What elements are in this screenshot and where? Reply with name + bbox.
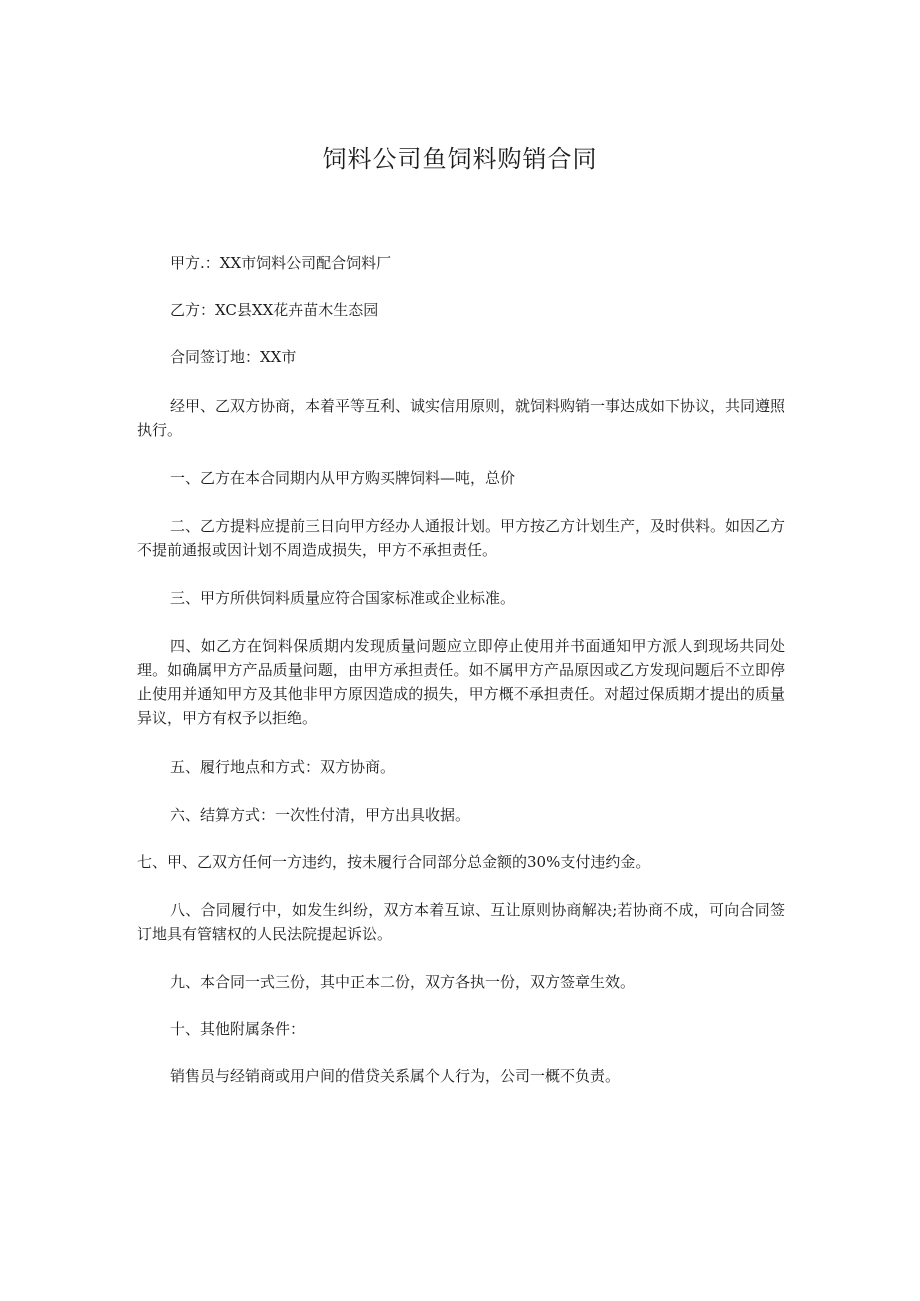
- preamble-paragraph: 经甲、乙双方协商，本着平等互利、诚实信用原则，就饲料购销一事达成如下协议，共同遵照执行。: [137, 397, 786, 439]
- clause-3: 三、甲方所供饲料质量应符合国家标准或企业标准。: [170, 589, 516, 607]
- clause-4: 四、如乙方在饲料保质期内发现质量问题应立即停止使用并书面通知甲方派人到现场共同处理。如确属甲方产品质量问题，由甲方承担责任。如不属甲方产品原因或乙方发现问题后不立即停止使用并通知甲方及其他非甲方原因造成的损失，甲方概不承担责任。对超过保质期才提出的质量异议，甲方有权予以拒绝。: [137, 637, 785, 727]
- clause-10: 十、其他附属条件：: [170, 1020, 306, 1038]
- clause-7: 七、甲、乙双方任何一方违约，按未履行合同部分总金额的30%支付违约金。: [137, 853, 651, 871]
- clause-5: 五、履行地点和方式：双方协商。: [170, 758, 396, 776]
- clause-6: 六、结算方式：一次性付清，甲方出具收据。: [170, 806, 471, 824]
- clause-9: 九、本合同一式三份，其中正本二份，双方各执一份，双方签章生效。: [170, 973, 636, 991]
- clause-1: 一、乙方在本合同期内从甲方购买牌饲料—吨，总价: [170, 469, 516, 487]
- party-b-line: 乙方：XC县XX花卉苗木生态园: [170, 301, 379, 319]
- clause-2: 二、乙方提料应提前三日向甲方经办人通报计划。甲方按乙方计划生产，及时供料。如因乙方不提前通报或因计划不周造成损失，甲方不承担责任。: [137, 517, 786, 559]
- clause-8: 八、合同履行中，如发生纠纷，双方本着互谅、互让原则协商解决;若协商不成，可向合同签订地具有管辖权的人民法院提起诉讼。: [137, 901, 785, 943]
- document-title: 饲料公司鱼饲料购销合同: [322, 145, 598, 173]
- party-a-line: 甲方.：XX市饲料公司配合饲料厂: [170, 254, 392, 272]
- signing-place-line: 合同签订地：XX市: [170, 348, 297, 366]
- additional-condition: 销售员与经销商或用户间的借贷关系属个人行为，公司一概不负责。: [170, 1067, 621, 1085]
